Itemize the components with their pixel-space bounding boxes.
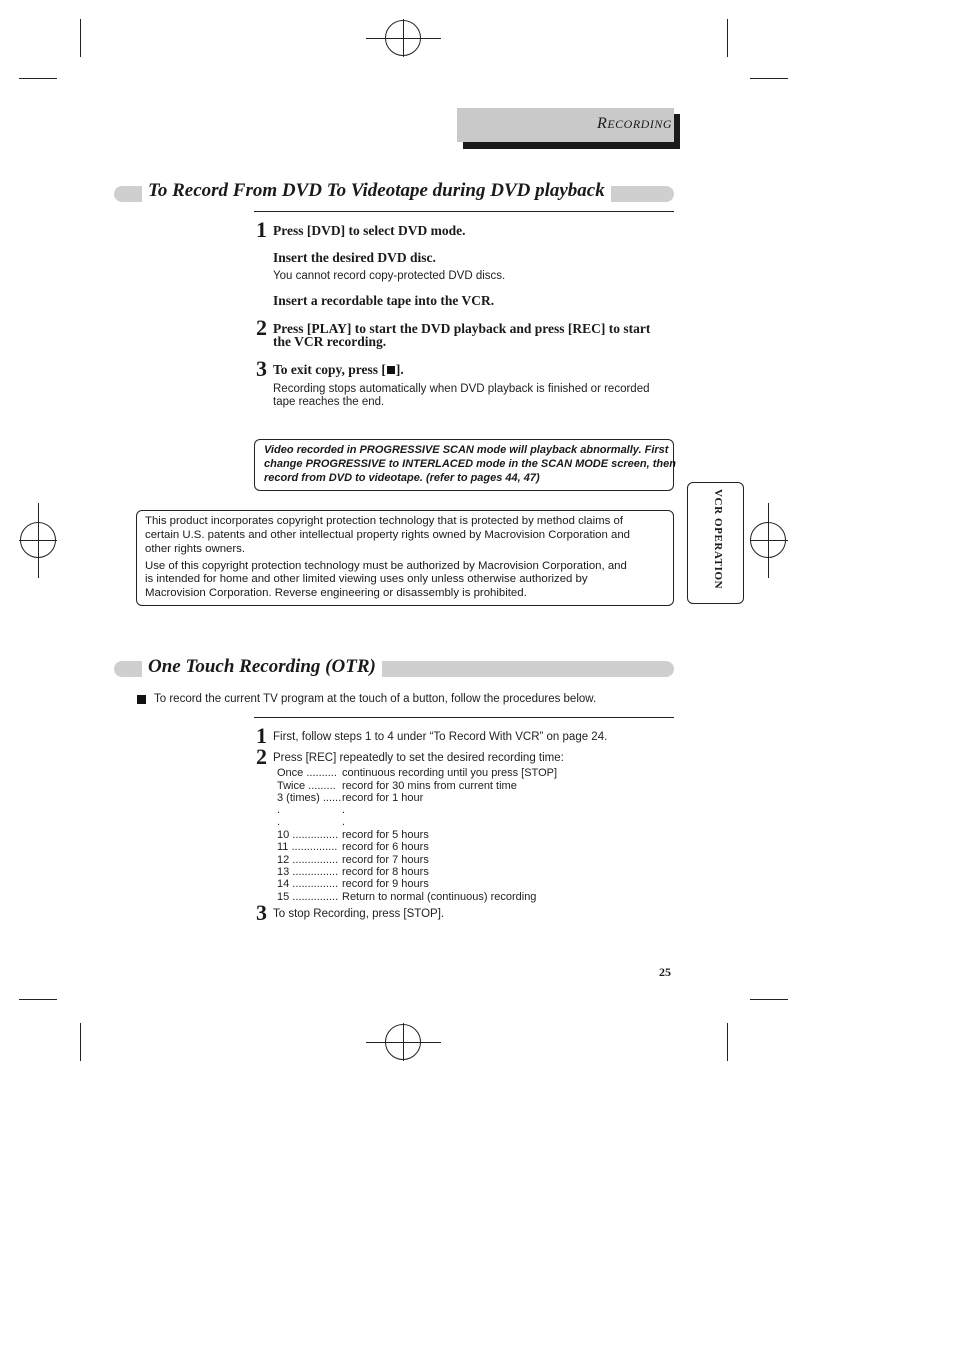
section-title-dvd: To Record From DVD To Videotape during DVD playback (142, 180, 611, 202)
step-number: 2 (256, 315, 267, 340)
step-text: Press [REC] repeatedly to set the desired recording time: (273, 752, 564, 764)
warning-line: change PROGRESSIVE to INTERLACED mode in the SCAN MODE screen, then (264, 458, 676, 470)
crop-mark (80, 19, 81, 57)
step-number: 3 (256, 900, 267, 925)
step-text: Press [PLAY] to start the DVD playback and press [REC] to start (273, 321, 651, 336)
step-text: First, follow steps 1 to 4 under “To Record With VCR” on page 24. (273, 731, 608, 743)
crop-mark (750, 78, 788, 79)
time-label: Once .......... (277, 767, 337, 779)
stop-icon (387, 366, 395, 374)
time-desc: record for 30 mins from current time (342, 780, 517, 792)
crop-mark (727, 19, 728, 57)
step-note: Recording stops automatically when DVD playback is finished or recorded (273, 383, 650, 395)
bullet-square-icon (137, 695, 146, 704)
warning-line: Video recorded in PROGRESSIVE SCAN mode will playback abnormally. First (264, 444, 669, 456)
time-label: 15 ............... (277, 891, 339, 903)
step-note: tape reaches the end. (273, 396, 385, 408)
step-number: 1 (256, 217, 267, 242)
copyright-line: This product incorporates copyright protection technology that is protected by method claims of (145, 515, 624, 527)
time-desc: Return to normal (continuous) recording (342, 891, 537, 903)
page-number: 25 (659, 965, 671, 979)
time-label: 3 (times) ...... (277, 792, 342, 804)
copyright-line: Use of this copyright protection technology must be authorized by Macrovision Corporation, and (145, 560, 627, 572)
intro-text: To record the current TV program at the touch of a button, follow the procedures below. (154, 693, 597, 705)
divider (254, 211, 674, 212)
time-desc: . (342, 816, 346, 828)
side-tab-label: VCR OPERATION (712, 489, 724, 590)
step-number: 1 (256, 723, 267, 748)
time-label: 10 ............... (277, 829, 339, 841)
time-desc: record for 8 hours (342, 866, 429, 878)
step-text: the VCR recording. (273, 334, 387, 349)
time-desc: record for 6 hours (342, 841, 429, 853)
step-number: 2 (256, 744, 267, 769)
time-desc: continuous recording until you press [STOP] (342, 767, 558, 779)
time-label: . (277, 816, 281, 828)
warning-line: record from DVD to videotape. (refer to pages 44, 47) (264, 472, 540, 484)
crop-mark (80, 1023, 81, 1061)
copyright-line: Macrovision Corporation. Reverse engineering or disassembly is prohibited. (145, 587, 527, 599)
copyright-line: other rights owners. (145, 543, 246, 555)
time-label: 11 ............... (277, 841, 338, 853)
time-label: 13 ............... (277, 866, 339, 878)
copyright-line: is intended for home and other limited viewing uses only unless otherwise authorized by (145, 573, 588, 585)
copyright-line: certain U.S. patents and other intellectual property rights owned by Macrovision Corporation and (145, 529, 630, 541)
section-header: RECORDING (597, 115, 672, 132)
step-text: Press [DVD] to select DVD mode. (273, 223, 466, 238)
step-text: Insert a recordable tape into the VCR. (273, 293, 495, 308)
time-label: . (277, 804, 281, 816)
time-desc: record for 7 hours (342, 854, 429, 866)
time-desc: record for 9 hours (342, 878, 429, 890)
step-number: 3 (256, 356, 267, 381)
crop-mark (750, 999, 788, 1000)
step-text: Insert the desired DVD disc. (273, 250, 436, 265)
time-label: 12 ............... (277, 854, 339, 866)
section-title-otr: One Touch Recording (OTR) (142, 656, 382, 678)
divider (254, 717, 674, 718)
time-desc: record for 5 hours (342, 829, 429, 841)
time-desc: record for 1 hour (342, 792, 424, 804)
header-tab-shadow (463, 142, 680, 149)
time-label: Twice ......... (277, 780, 336, 792)
crop-mark (19, 999, 57, 1000)
step-note: You cannot record copy-protected DVD discs. (273, 270, 506, 282)
step-text: To stop Recording, press [STOP]. (273, 908, 445, 920)
time-desc: . (342, 804, 346, 816)
crop-mark (727, 1023, 728, 1061)
time-label: 14 ............... (277, 878, 339, 890)
step-text: To exit copy, press [ ]. (273, 362, 404, 377)
crop-mark (19, 78, 57, 79)
